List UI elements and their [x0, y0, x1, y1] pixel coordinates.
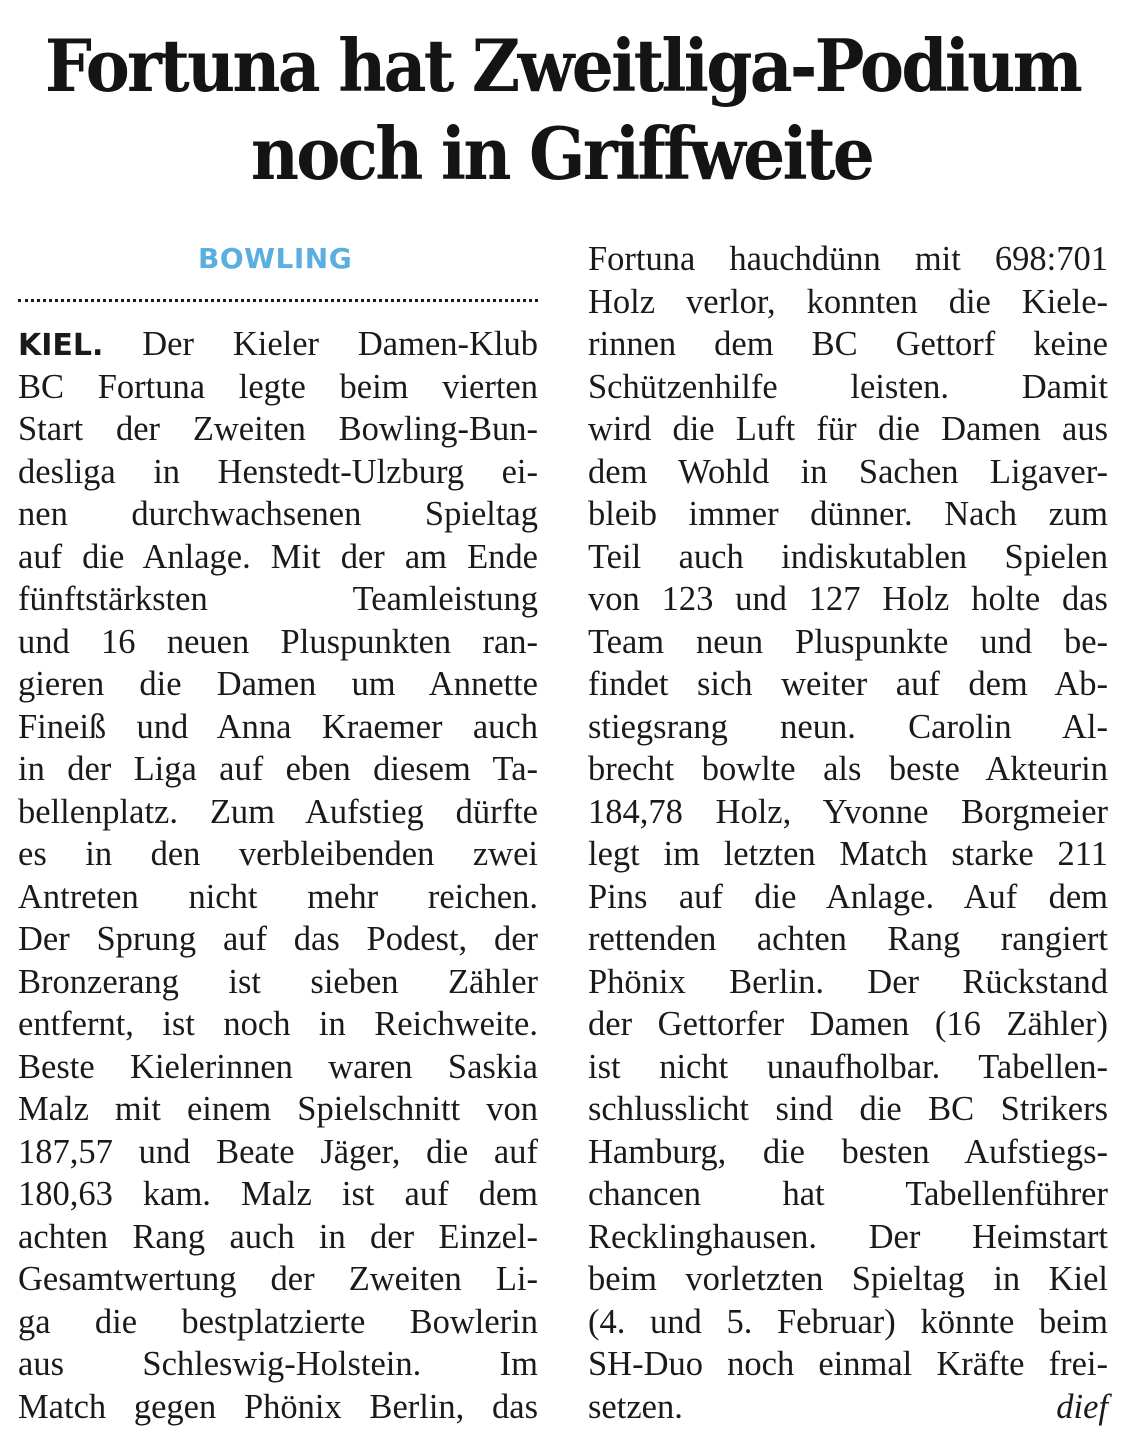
article-line: Team neun Pluspunkte und be-	[588, 622, 1108, 661]
headline-line-2: noch in Griffweite	[250, 111, 873, 196]
article-line: chancen hat Tabellenführer	[588, 1175, 1108, 1213]
article-line: Recklinghausen. Der Heimstart	[588, 1217, 1108, 1256]
article-line	[18, 323, 538, 366]
article-line: Gesamtwertung der Zweiten Li-	[18, 1260, 538, 1298]
article-line: Hamburg, die besten Aufstiegs-	[588, 1132, 1108, 1171]
article-end-row	[588, 1386, 1108, 1429]
article-line: bleib immer dünner. Nach zum	[588, 495, 1108, 533]
article-line: Start der Zweiten Bowling-Bun-	[18, 410, 538, 448]
article-line: der Gettorfer Damen (16 Zähler)	[588, 1005, 1108, 1043]
headline-line-1: Fortuna hat Zweitliga-Podium	[44, 23, 1081, 108]
article-line: BC Fortuna legte beim vierten	[18, 367, 538, 406]
article-line: Teil auch indiskutablen Spielen	[588, 537, 1108, 576]
section-kicker: BOWLING	[198, 242, 353, 275]
article-line: Beste Kielerinnen waren Saskia	[18, 1047, 538, 1086]
article-line: achten Rang auch in der Einzel-	[18, 1217, 538, 1256]
article-line: auf die Anlage. Mit der am Ende	[18, 537, 538, 576]
article-line: 180,63 kam. Malz ist auf dem	[18, 1175, 538, 1213]
left-column	[18, 238, 538, 1428]
article-line: entfernt, ist noch in Reichweite.	[18, 1005, 538, 1043]
article-line: dem Wohld in Sachen Ligaver-	[588, 452, 1108, 491]
article-line: Antreten nicht mehr reichen.	[18, 877, 538, 916]
article-line: Bronzerang ist sieben Zähler	[18, 962, 538, 1001]
article-line: (4. und 5. Februar) könnte beim	[588, 1302, 1108, 1341]
article-line: nen durchwachsenen Spieltag	[18, 495, 538, 533]
article-line: Schützenhilfe leisten. Damit	[588, 367, 1108, 406]
article-line: in der Liga auf eben diesem Ta-	[18, 750, 538, 788]
article-final-line: setzen.	[588, 1387, 683, 1426]
article-line: Pins auf die Anlage. Auf dem	[588, 877, 1108, 916]
article-line: brecht bowlte als beste Akteurin	[588, 750, 1108, 788]
article-line: legt im letzten Match starke 211	[588, 835, 1108, 873]
article-line-text: Der Kieler Damen-Klub	[103, 325, 538, 363]
article-line: beim vorletzten Spieltag in Kiel	[588, 1260, 1108, 1298]
article-line: 187,57 und Beate Jäger, die auf	[18, 1132, 538, 1171]
article-line: von 123 und 127 Holz holte das	[588, 580, 1108, 618]
headline	[44, 22, 1081, 198]
article-line: rinnen dem BC Gettorf keine	[588, 325, 1108, 363]
article-line: rettenden achten Rang rangiert	[588, 920, 1108, 958]
article-line: schlusslicht sind die BC Strikers	[588, 1090, 1108, 1128]
article-line: aus Schleswig-Holstein. Im	[18, 1345, 538, 1383]
article-line: ga die bestplatzierte Bowlerin	[18, 1302, 538, 1341]
article-line: SH-Duo noch einmal Kräfte frei-	[588, 1345, 1108, 1383]
article-line: 184,78 Holz, Yvonne Borgmeier	[588, 792, 1108, 831]
article-line: ist nicht unaufholbar. Tabellen-	[588, 1047, 1108, 1086]
article-line: findet sich weiter auf dem Ab-	[588, 665, 1108, 703]
dotted-divider	[18, 281, 538, 324]
article-line: desliga in Henstedt-Ulzburg ei-	[18, 452, 538, 491]
author-initials: dief	[1056, 1387, 1108, 1426]
article-line: Phönix Berlin. Der Rückstand	[588, 962, 1108, 1001]
right-column	[588, 238, 1108, 1428]
article-line: Fortuna hauchdünn mit 698:701	[588, 240, 1108, 278]
dateline: KIEL.	[18, 328, 104, 363]
article-line: fünftstärksten Teamleistung	[18, 580, 538, 618]
article-line: bellenplatz. Zum Aufstieg dürfte	[18, 792, 538, 831]
article-line: gieren die Damen um Annette	[18, 665, 538, 703]
article-line: Match gegen Phönix Berlin, das	[18, 1387, 538, 1426]
article-line: stiegsrang neun. Carolin Al-	[588, 707, 1108, 746]
article-line: Der Sprung auf das Podest, der	[18, 920, 538, 958]
article-line: es in den verbleibenden zwei	[18, 835, 538, 873]
article-line: Fineiß und Anna Kraemer auch	[18, 707, 538, 746]
article-line: Malz mit einem Spielschnitt von	[18, 1090, 538, 1128]
article-line: wird die Luft für die Damen aus	[588, 410, 1108, 448]
article-line: und 16 neuen Pluspunkten ran-	[18, 622, 538, 661]
article-line: Holz verlor, konnten die Kiele-	[588, 282, 1108, 321]
